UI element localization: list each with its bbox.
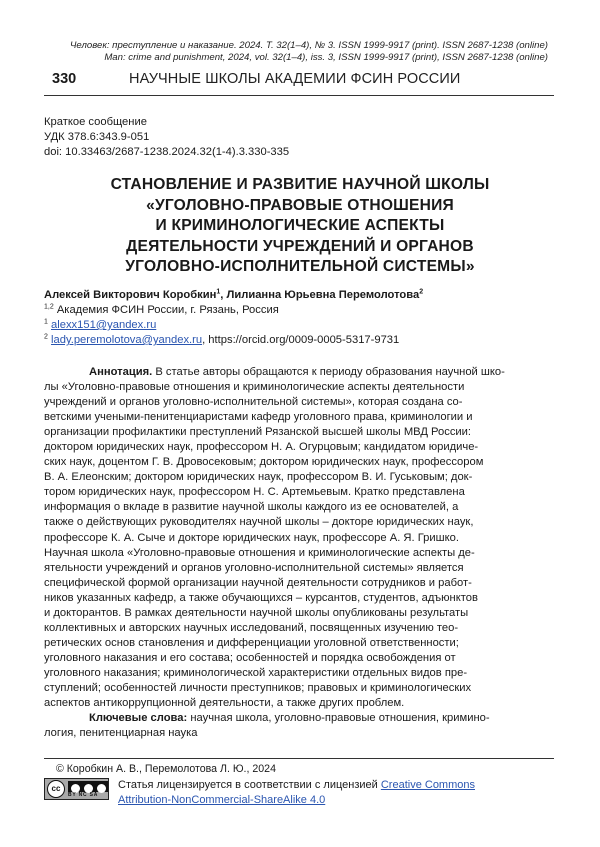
article-type: Краткое сообщение — [44, 115, 289, 130]
copyright: © Коробкин А. В., Перемолотова Л. Ю., 2024 — [56, 763, 276, 775]
abstract-label: Аннотация. — [89, 366, 152, 378]
title-line: И КРИМИНОЛОГИЧЕСКИЕ АСПЕКТЫ — [44, 216, 556, 237]
abstract-line: ретических основ становления и дифференциации уголовной ответственности; — [44, 636, 556, 651]
page-number: 330 — [52, 71, 76, 87]
abstract-line: ятельности учреждений и органов уголовно-исполнительной системы» является — [44, 561, 556, 576]
abstract-line: информация о вкладе в развитие научной школы каждого из ее основателей, а — [44, 500, 556, 515]
abstract-line: доктором юридических наук, профессором Н. А. Огурцовым; кандидатом юридиче- — [44, 440, 556, 455]
abstract-line: профессоре К. А. Сыче и докторе юридических наук, профессоре А. Я. Гришко. — [44, 531, 556, 546]
abstract-line-text: В статье авторы обращаются к периоду образования научной шко- — [155, 366, 505, 378]
abstract-line: лы «Уголовно-правовые отношения и криминологические аспекты деятельности — [44, 380, 556, 395]
sa-icon — [97, 784, 106, 793]
abstract-line: Научная школа «Уголовно-правовые отношения и криминологические аспекты де- — [44, 546, 556, 561]
email-1-link[interactable]: alexx151@yandex.ru — [51, 319, 156, 331]
abstract-line: коллективных и авторских научных исследований, посвященных изучению тео- — [44, 621, 556, 636]
abstract-line: ников указанных кафедр, а также обучающихся – курсантов, студентов, адъюнктов — [44, 591, 556, 606]
abstract-line: и докторантов. В рамках деятельности научной школы опубликованы результаты — [44, 606, 556, 621]
license-statement — [118, 778, 556, 807]
author-2-name: Лилианна Юрьевна Перемолотова — [227, 289, 420, 301]
authors-line — [44, 289, 423, 301]
abstract-line: ских наук, доцентом Г. В. Дровосековым; доктором юридических наук, профессором — [44, 455, 556, 470]
email-2-link[interactable]: lady.peremolotova@yandex.ru — [51, 334, 202, 346]
keywords — [89, 711, 556, 741]
abstract-body — [44, 380, 556, 711]
abstract-line: специфической формой организации научной деятельности сотрудников и работ- — [44, 576, 556, 591]
article-title — [44, 175, 556, 278]
abstract-line: учреждений и органов уголовно-исполнительной системы», которая создана со- — [44, 395, 556, 410]
udc-code: УДК 378.6:343.9-051 — [44, 130, 289, 145]
running-head: НАУЧНЫЕ ШКОЛЫ АКАДЕМИИ ФСИН РОССИИ — [129, 71, 460, 87]
keywords-text: научная школа, уголовно-правовые отношения, кримино- — [187, 712, 489, 724]
abstract-line — [89, 365, 556, 380]
author-1-name: Алексей Викторович Коробкин — [44, 289, 216, 301]
footer-divider — [44, 758, 554, 759]
email-2-sup: 2 — [44, 333, 48, 340]
article-meta — [44, 115, 289, 160]
affiliation-text: Академия ФСИН России, г. Рязань, Россия — [54, 304, 279, 316]
journal-citation-ru: Человек: преступление и наказание. 2024. Т. 32(1–4), № 3. ISSN 1999-9917 (print). ISSN 2687-1238 (online) — [28, 40, 548, 52]
email-1-sup: 1 — [44, 318, 48, 325]
license-link-part1[interactable]: Creative Commons — [381, 779, 475, 791]
keywords-line — [89, 711, 556, 726]
title-line: ДЕЯТЕЛЬНОСТИ УЧРЕЖДЕНИЙ И ОРГАНОВ — [44, 237, 556, 258]
doi: doi: 10.33463/2687-1238.2024.32(1-4).3.330-335 — [44, 145, 289, 160]
cc-license-badge[interactable] — [44, 778, 109, 800]
cc-logo-icon: cc — [47, 780, 65, 798]
email-line-2 — [44, 334, 399, 346]
abstract-line: также о действующих руководителях научной школы – докторе юридических наук, — [44, 515, 556, 530]
abstract — [89, 365, 556, 711]
abstract-line: ветскими учеными-пенитенциаристами кафедр уголовного права, криминологии и — [44, 410, 556, 425]
abstract-line: уголовного наказания; криминологической характеристики отдельных видов пре- — [44, 666, 556, 681]
journal-citation — [28, 40, 548, 64]
license-icons — [68, 781, 108, 792]
title-line: УГОЛОВНО-ИСПОЛНИТЕЛЬНОЙ СИСТЕМЫ» — [44, 257, 556, 278]
abstract-line: В. А. Елеонским; доктором юридических наук, профессором В. И. Гуськовым; док- — [44, 470, 556, 485]
license-text: Статья лицензируется в соответствии с лицензией — [118, 779, 381, 791]
author-separator: , — [220, 289, 226, 301]
keywords-label: Ключевые слова: — [89, 712, 187, 724]
abstract-line: организации профилактики преступлений Рязанской высшей школы МВД России: — [44, 425, 556, 440]
license-tags: BY NC SA — [68, 792, 98, 798]
title-line: «УГОЛОВНО-ПРАВОВЫЕ ОТНОШЕНИЯ — [44, 196, 556, 217]
header-divider — [44, 95, 554, 96]
author-2-sup: 2 — [419, 288, 423, 295]
orcid: , https://orcid.org/0009-0005-5317-9731 — [202, 334, 399, 346]
abstract-line: тором юридических наук, профессором Н. С. Артемьевым. Кратко представлена — [44, 485, 556, 500]
affiliation — [44, 303, 279, 318]
email-line-1 — [44, 319, 156, 331]
abstract-line: уголовного наказания и его состава; особенностей и порядка освобождения от — [44, 651, 556, 666]
author-1-sup: 1 — [216, 288, 220, 295]
affiliation-sup: 1,2 — [44, 303, 54, 310]
journal-citation-en: Man: crime and punishment, 2024, vol. 32(1–4), iss. 3, ISSN 1999-9917 (print), ISSN 2687-1238 (online) — [28, 52, 548, 64]
license-link-part2[interactable]: Attribution-NonCommercial-ShareAlike 4.0 — [118, 794, 325, 806]
abstract-line: ступлений; особенностей личности преступников; правовых и криминологических — [44, 681, 556, 696]
abstract-line: аспектов антикоррупционной деятельности, а также других проблем. — [44, 696, 556, 711]
keywords-text-cont: логия, пенитенциарная наука — [44, 726, 556, 741]
title-line: СТАНОВЛЕНИЕ И РАЗВИТИЕ НАУЧНОЙ ШКОЛЫ — [44, 175, 556, 196]
